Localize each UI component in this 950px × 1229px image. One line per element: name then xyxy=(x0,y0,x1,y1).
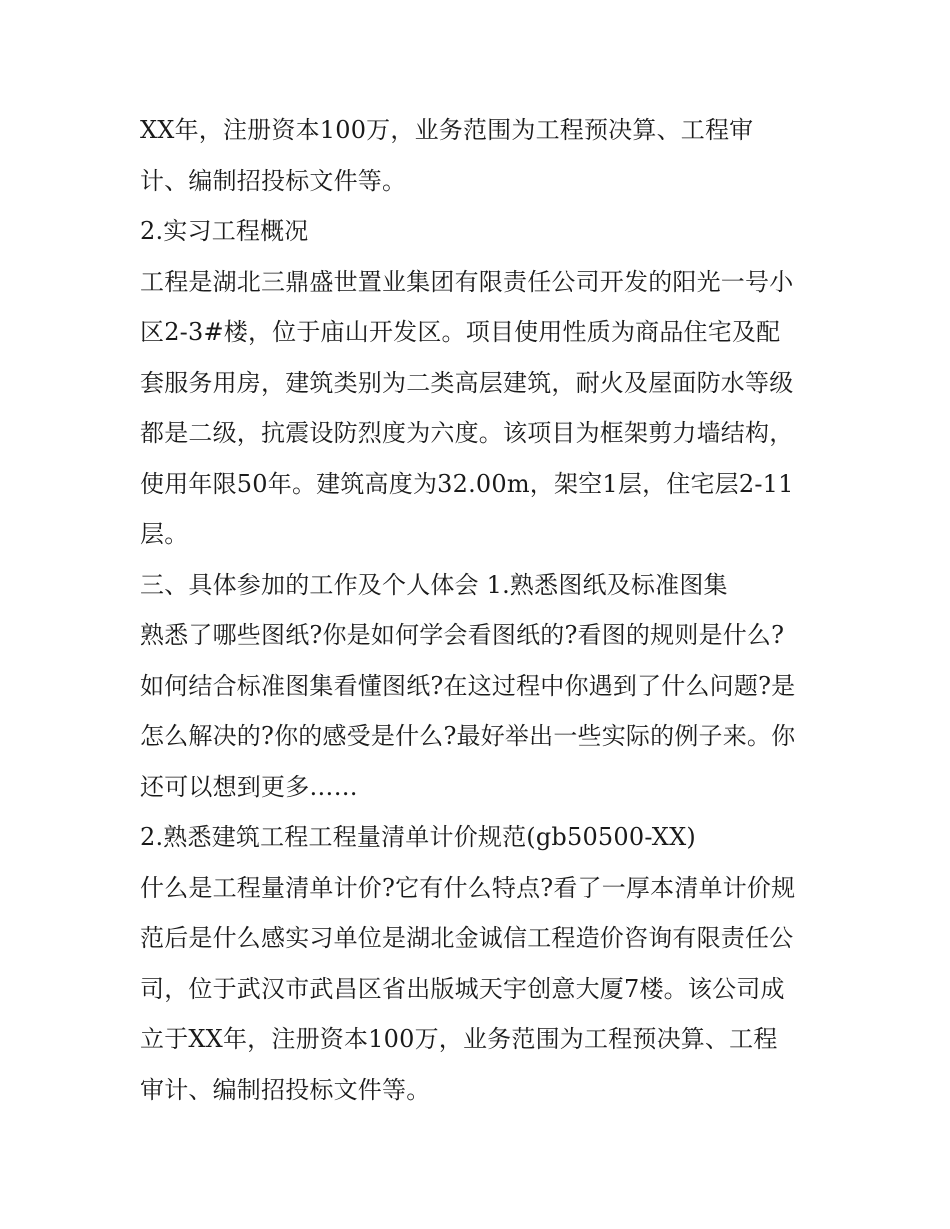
text-line: 什么是工程量清单计价?它有什么特点?看了一厚本清单计价规 xyxy=(140,874,796,902)
section-heading: 三、具体参加的工作及个人体会 1.熟悉图纸及标准图集 xyxy=(140,571,728,599)
text-line: 还可以想到更多…… xyxy=(140,773,358,801)
text-line: 区2-3#楼，位于庙山开发区。项目使用性质为商品住宅及配 xyxy=(140,318,781,346)
text-line: 工程是湖北三鼎盛世置业集团有限责任公司开发的阳光一号小 xyxy=(140,268,794,296)
text-line: 范后是什么感实习单位是湖北金诚信工程造价咨询有限责任公 xyxy=(140,924,794,952)
text-line: 层。 xyxy=(140,520,189,548)
text-line: 套服务用房，建筑类别为二类高层建筑，耐火及屋面防水等级 xyxy=(140,369,794,397)
text-line: 熟悉了哪些图纸?你是如何学会看图纸的?看图的规则是什么? xyxy=(140,621,785,649)
text-line: 如何结合标准图集看懂图纸?在这过程中你遇到了什么问题?是 xyxy=(140,672,796,700)
text-line: 使用年限50年。建筑高度为32.00m，架空1层，住宅层2-11 xyxy=(140,470,794,498)
text-line: 计、编制招投标文件等。 xyxy=(140,167,407,195)
text-line: 都是二级，抗震设防烈度为六度。该项目为框架剪力墙结构， xyxy=(140,419,794,447)
section-heading: 2.熟悉建筑工程工程量清单计价规范(gb50500-XX) xyxy=(140,823,696,851)
section-heading: 2.实习工程概况 xyxy=(140,217,309,245)
text-line: 怎么解决的?你的感受是什么?最好举出一些实际的例子来。你 xyxy=(140,722,796,750)
text-line: 审计、编制招投标文件等。 xyxy=(140,1076,431,1104)
text-line: 立于XX年，注册资本100万，业务范围为工程预决算、工程 xyxy=(140,1025,778,1053)
text-line: XX年，注册资本100万，业务范围为工程预决算、工程审 xyxy=(140,116,754,144)
text-line: 司，位于武汉市武昌区省出版城天宇创意大厦7楼。该公司成 xyxy=(140,975,785,1003)
